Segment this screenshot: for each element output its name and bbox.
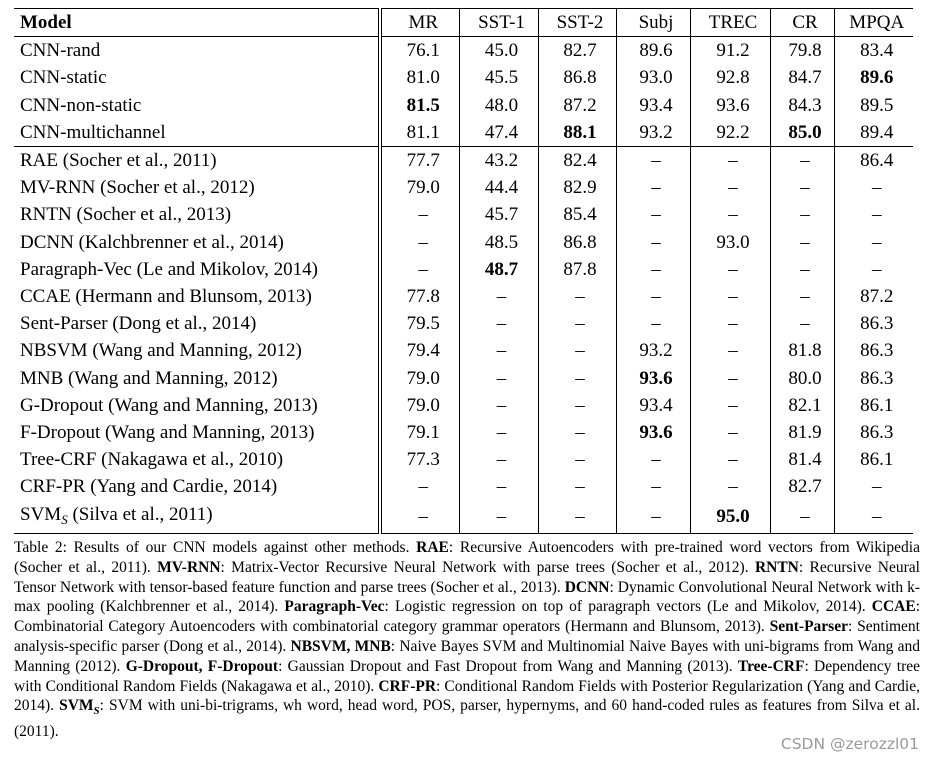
score-cell-mpqa: 86.3	[860, 367, 894, 389]
score-cell-trec: 93.0	[690, 229, 770, 256]
score-cell-cr: –	[770, 147, 834, 175]
score-cell-mpqa: –	[872, 476, 882, 498]
table-row	[14, 392, 913, 419]
results-table	[14, 8, 913, 534]
model-name-cell	[14, 501, 380, 534]
score-cell-cr: –	[770, 310, 834, 337]
score-cell-sst-1: 48.0	[459, 92, 538, 119]
score-cell-sst-1: –	[459, 310, 538, 337]
score-cell-mr: 77.8	[380, 283, 459, 310]
score-cell-mr: 81.5	[380, 92, 459, 119]
table-row	[14, 501, 913, 534]
score-cell-mr: 79.0	[380, 392, 459, 419]
score-cell-trec: –	[690, 147, 770, 175]
caption-text: : Recursive Neural Tensor Network with tensor-based feature function and parse trees (Socher et al., 2013).	[14, 558, 920, 596]
score-cell-sst-2: 86.8	[538, 229, 616, 256]
score-cell-trec: 92.8	[690, 64, 770, 91]
score-cell-mr: –	[380, 229, 459, 256]
score-cell-sst-1: –	[459, 392, 538, 419]
model-name-cell: MNB (Wang and Manning, 2012)	[14, 365, 380, 392]
score-cell-cr: –	[770, 256, 834, 283]
score-cell-mr: 77.3	[380, 446, 459, 473]
score-cell-cr: 85.0	[770, 119, 834, 147]
column-header-mr: MR	[380, 9, 459, 37]
score-cell-subj: 93.6	[616, 419, 690, 446]
score-cell-sst-1: 45.0	[459, 37, 538, 65]
score-cell-sst-2: –	[538, 473, 616, 500]
score-cell-cr: –	[770, 283, 834, 310]
score-cell-mpqa: –	[872, 231, 882, 253]
score-cell-sst-1: 45.5	[459, 64, 538, 91]
caption-term: RNTN	[754, 558, 799, 576]
column-header-sst-2: SST-2	[538, 9, 616, 37]
score-cell-subj: –	[616, 174, 690, 201]
caption-text: : Naive Bayes SVM and Multinomial Naive Bayes with uni-bigrams from Wang and Manning (2012).	[14, 637, 920, 675]
table-row	[14, 365, 913, 392]
score-cell-cr: –	[770, 229, 834, 256]
column-header-subj: Subj	[616, 9, 690, 37]
model-name-cell: CNN-multichannel	[14, 119, 380, 147]
model-name-cell: CCAE (Hermann and Blunsom, 2013)	[14, 283, 380, 310]
model-subscript: S	[61, 511, 68, 527]
score-cell-trec: 92.2	[690, 119, 770, 147]
score-cell-mr: 79.0	[380, 365, 459, 392]
score-cell-sst-2: 87.2	[538, 92, 616, 119]
table-row	[14, 419, 913, 446]
score-cell-mpqa: –	[872, 258, 882, 280]
score-cell-trec: –	[690, 174, 770, 201]
score-cell-sst-1: 48.5	[459, 229, 538, 256]
table-row	[14, 310, 913, 337]
score-cell-sst-1: 43.2	[459, 147, 538, 175]
table-row	[14, 119, 913, 147]
score-cell-trec: –	[690, 419, 770, 446]
score-cell-subj: 93.0	[616, 64, 690, 91]
score-cell-subj: –	[616, 501, 690, 534]
score-cell-mpqa: 86.1	[860, 394, 894, 416]
score-cell-mpqa: 83.4	[860, 40, 894, 62]
score-cell-trec: –	[690, 446, 770, 473]
table-row	[14, 473, 913, 500]
score-cell-trec: –	[690, 365, 770, 392]
column-header-trec: TREC	[690, 9, 770, 37]
score-cell-mpqa: 86.4	[860, 150, 894, 172]
score-cell-trec: –	[690, 256, 770, 283]
score-cell-mpqa: 89.4	[860, 121, 894, 143]
score-cell-mpqa: 89.6	[860, 67, 894, 89]
score-cell-mpqa: –	[872, 177, 882, 199]
model-name-cell: MV-RNN (Socher et al., 2012)	[14, 174, 380, 201]
score-cell-subj: 93.2	[616, 119, 690, 147]
score-cell-sst-1: –	[459, 446, 538, 473]
model-name-cell: F-Dropout (Wang and Manning, 2013)	[14, 419, 380, 446]
score-cell-subj: 89.6	[616, 37, 690, 65]
score-cell-mpqa: 86.3	[860, 340, 894, 362]
caption-text: : Combinatorial Category Autoencoders with combinatorial category grammar operators (Hermann and Blunsom, 2013).	[14, 598, 920, 636]
caption-term: CCAE	[871, 598, 916, 616]
model-name-cell: CRF-PR (Yang and Cardie, 2014)	[14, 473, 380, 500]
caption-text: : Matrix-Vector Recursive Neural Network with parse trees (Socher et al., 2012).	[220, 558, 755, 576]
table-row	[14, 229, 913, 256]
score-cell-cr: 81.8	[770, 337, 834, 364]
score-cell-mr: 77.7	[380, 147, 459, 175]
caption-text: : Dependency tree with Conditional Random Fields (Nakagawa et al., 2010).	[14, 657, 920, 695]
score-cell-mr: –	[380, 501, 459, 534]
score-cell-subj: –	[616, 473, 690, 500]
score-cell-cr: 81.4	[770, 446, 834, 473]
caption-term: G-Dropout, F-Dropout	[125, 657, 279, 675]
score-cell-sst-2: –	[538, 501, 616, 534]
caption-text: : Conditional Random Fields with Posterior Regularization (Yang and Cardie, 2014).	[14, 677, 920, 715]
score-cell-sst-2: 82.4	[538, 147, 616, 175]
score-cell-sst-1: –	[459, 365, 538, 392]
table-row	[14, 147, 913, 175]
score-cell-cr: 81.9	[770, 419, 834, 446]
score-cell-mpqa: 87.2	[860, 286, 894, 308]
caption-term: DCNN	[564, 578, 610, 596]
score-cell-cr: 80.0	[770, 365, 834, 392]
table-row	[14, 201, 913, 228]
model-name-cell: NBSVM (Wang and Manning, 2012)	[14, 337, 380, 364]
table-row	[14, 92, 913, 119]
score-cell-sst-1: –	[459, 283, 538, 310]
caption-term: S	[93, 705, 100, 718]
score-cell-sst-2: 86.8	[538, 64, 616, 91]
score-cell-sst-1: 44.4	[459, 174, 538, 201]
table-row	[14, 256, 913, 283]
score-cell-trec: –	[690, 201, 770, 228]
model-citation: (Silva et al., 2011)	[67, 503, 213, 525]
score-cell-subj: 93.4	[616, 92, 690, 119]
model-name-cell: G-Dropout (Wang and Manning, 2013)	[14, 392, 380, 419]
score-cell-sst-2: 87.8	[538, 256, 616, 283]
caption-term: CRF-PR	[378, 677, 437, 695]
score-cell-cr: –	[770, 201, 834, 228]
score-cell-cr: 84.3	[770, 92, 834, 119]
score-cell-subj: 93.2	[616, 337, 690, 364]
score-cell-mr: 81.0	[380, 64, 459, 91]
score-cell-subj: –	[616, 256, 690, 283]
score-cell-trec: –	[690, 473, 770, 500]
score-cell-trec: –	[690, 337, 770, 364]
score-cell-subj: –	[616, 147, 690, 175]
table-row	[14, 283, 913, 310]
score-cell-mr: –	[380, 473, 459, 500]
caption-term: Paragraph-Vec	[284, 598, 385, 616]
score-cell-sst-2: –	[538, 310, 616, 337]
table-caption	[14, 538, 920, 742]
caption-term: SVM	[59, 697, 94, 715]
score-cell-sst-2: 88.1	[538, 119, 616, 147]
score-cell-subj: –	[616, 446, 690, 473]
score-cell-mpqa: 86.1	[860, 449, 894, 471]
caption-text: : Logistic regression on top of paragraph vectors (Le and Mikolov, 2014).	[384, 598, 872, 616]
score-cell-cr: 82.7	[770, 473, 834, 500]
column-header-sst-1: SST-1	[459, 9, 538, 37]
score-cell-subj: –	[616, 283, 690, 310]
table-row	[14, 37, 913, 65]
model-name-cell: CNN-static	[14, 64, 380, 91]
score-cell-sst-2: –	[538, 446, 616, 473]
csdn-watermark: CSDN @zerozzl01	[780, 735, 919, 753]
score-cell-mpqa: –	[872, 506, 882, 528]
caption-text: Table 2: Results of our CNN models against other methods.	[14, 539, 417, 556]
caption-term: MV-RNN	[157, 558, 221, 576]
score-cell-sst-1: –	[459, 473, 538, 500]
score-cell-sst-1: –	[459, 337, 538, 364]
cnn-models-group	[14, 37, 913, 147]
score-cell-mpqa: 86.3	[860, 422, 894, 444]
table-row	[14, 174, 913, 201]
baseline-methods-group	[14, 147, 913, 534]
score-cell-sst-2: 82.7	[538, 37, 616, 65]
score-cell-mr: –	[380, 256, 459, 283]
model-name-cell: CNN-non-static	[14, 92, 380, 119]
score-cell-mr: 76.1	[380, 37, 459, 65]
score-cell-cr: –	[770, 174, 834, 201]
score-cell-sst-1: 48.7	[459, 256, 538, 283]
caption-text: : Sentiment analysis-specific parser (Dong et al., 2014).	[14, 618, 920, 655]
score-cell-sst-2: –	[538, 337, 616, 364]
score-cell-mpqa: 89.5	[860, 94, 894, 116]
score-cell-subj: –	[616, 229, 690, 256]
model-name-cell: DCNN (Kalchbrenner et al., 2014)	[14, 229, 380, 256]
caption-term: RAE	[416, 539, 449, 556]
model-name-cell: Sent-Parser (Dong et al., 2014)	[14, 310, 380, 337]
score-cell-cr: 79.8	[770, 37, 834, 65]
score-cell-subj: 93.6	[616, 365, 690, 392]
score-cell-sst-2: 85.4	[538, 201, 616, 228]
score-cell-trec: –	[690, 283, 770, 310]
score-cell-trec: –	[690, 392, 770, 419]
model-name-cell: RAE (Socher et al., 2011)	[14, 147, 380, 175]
score-cell-cr: –	[770, 501, 834, 534]
table-row	[14, 446, 913, 473]
score-cell-sst-1: 45.7	[459, 201, 538, 228]
score-cell-sst-2: 82.9	[538, 174, 616, 201]
score-cell-mr: 79.4	[380, 337, 459, 364]
caption-text: : Gaussian Dropout and Fast Dropout from Wang and Manning (2013).	[278, 657, 738, 675]
model-name: SVM	[20, 503, 62, 525]
model-name-cell: Paragraph-Vec (Le and Mikolov, 2014)	[14, 256, 380, 283]
model-column-header: Model	[14, 9, 380, 37]
score-cell-sst-2: –	[538, 283, 616, 310]
model-name-cell: RNTN (Socher et al., 2013)	[14, 201, 380, 228]
column-header-cr: CR	[770, 9, 834, 37]
score-cell-mpqa: –	[872, 204, 882, 226]
model-name-cell: CNN-rand	[14, 37, 380, 65]
score-cell-mpqa: 86.3	[860, 313, 894, 335]
score-cell-subj: –	[616, 310, 690, 337]
column-header-mpqa: MPQA	[849, 12, 905, 33]
score-cell-sst-1: –	[459, 501, 538, 534]
score-cell-mr: 79.5	[380, 310, 459, 337]
caption-text: : Dynamic Convolutional Neural Network with k-max pooling (Kalchbrenner et al., 2014).	[14, 578, 920, 616]
score-cell-cr: 82.1	[770, 392, 834, 419]
score-cell-mr: 79.0	[380, 174, 459, 201]
score-cell-subj: –	[616, 201, 690, 228]
table-row	[14, 337, 913, 364]
table-row	[14, 64, 913, 91]
score-cell-trec: –	[690, 310, 770, 337]
score-cell-sst-1: –	[459, 419, 538, 446]
score-cell-sst-2: –	[538, 365, 616, 392]
score-cell-mr: 81.1	[380, 119, 459, 147]
model-name-cell: Tree-CRF (Nakagawa et al., 2010)	[14, 446, 380, 473]
score-cell-sst-2: –	[538, 419, 616, 446]
score-cell-trec: 93.6	[690, 92, 770, 119]
score-cell-mr: 79.1	[380, 419, 459, 446]
score-cell-sst-2: –	[538, 392, 616, 419]
score-cell-trec: 91.2	[690, 37, 770, 65]
score-cell-subj: 93.4	[616, 392, 690, 419]
score-cell-trec: 95.0	[690, 501, 770, 534]
caption-term: Sent-Parser	[769, 618, 848, 636]
caption-term: NBSVM, MNB	[290, 637, 391, 655]
table-header-row	[14, 9, 913, 37]
score-cell-cr: 84.7	[770, 64, 834, 91]
score-cell-mr: –	[380, 201, 459, 228]
score-cell-sst-1: 47.4	[459, 119, 538, 147]
caption-text: : SVM with uni-bi-trigrams, wh word, head word, POS, parser, hypernyms, and 60 hand-coded rules as features from Silva et al. (2011).	[14, 697, 920, 741]
caption-term: Tree-CRF	[737, 657, 805, 675]
caption-text: : Recursive Autoencoders with pre-trained word vectors from Wikipedia (Socher et al., 2011).	[14, 539, 920, 576]
